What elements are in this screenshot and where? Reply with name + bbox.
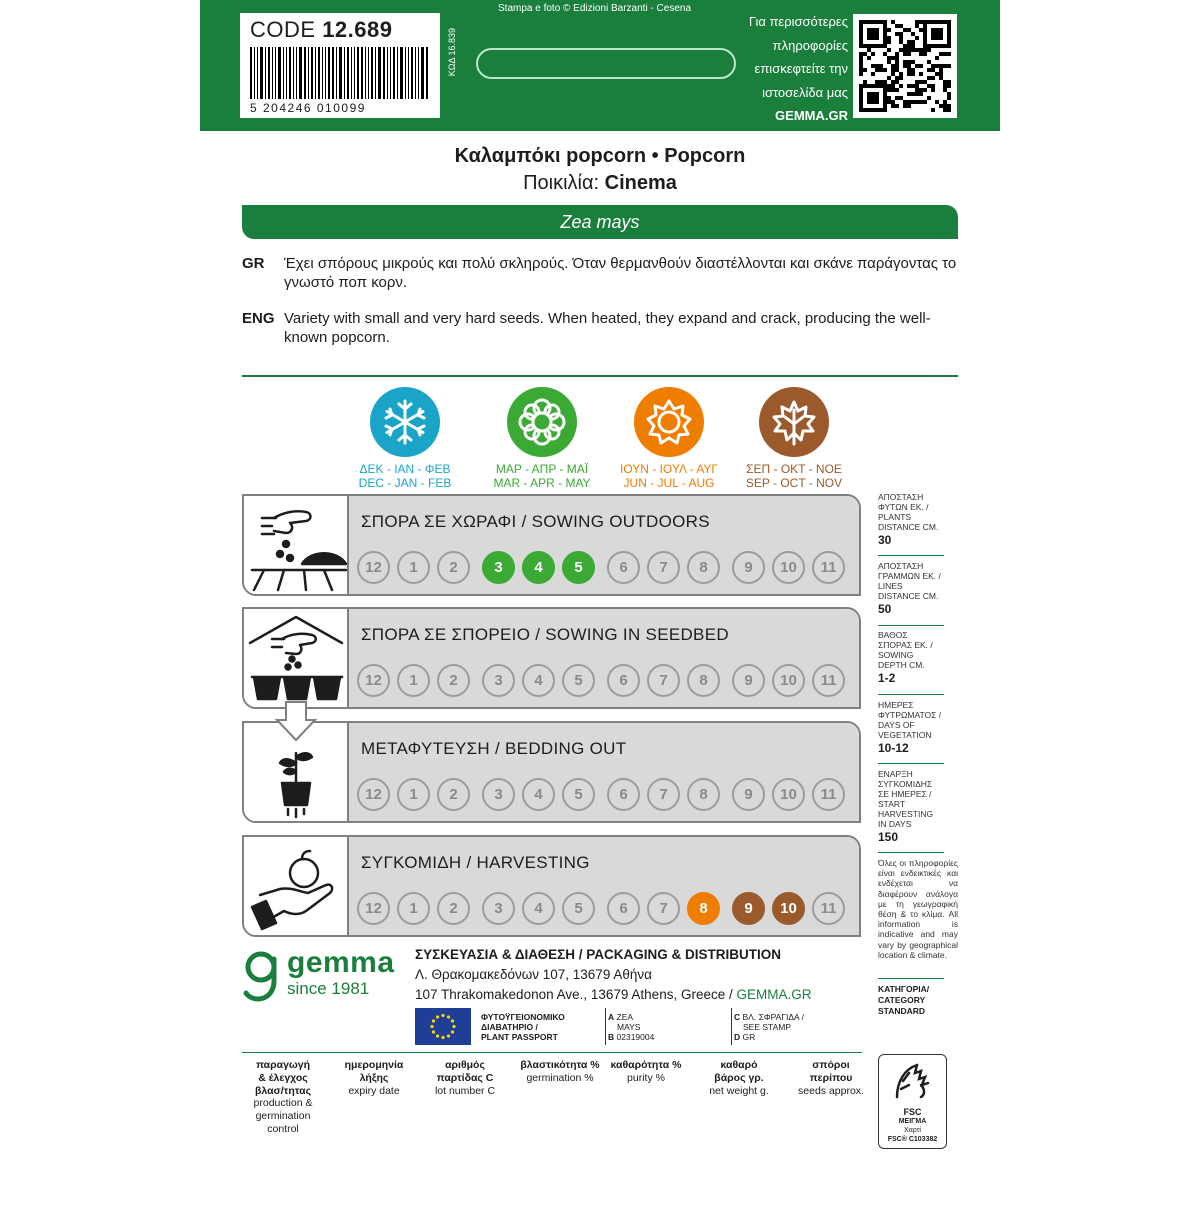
table-head: παρτίδας C — [436, 1071, 494, 1084]
description-gr — [242, 254, 958, 292]
season-winter — [339, 387, 471, 490]
month-circle: 6 — [607, 551, 640, 584]
season-gr: ΔΕΚ - ΙΑΝ - ΦΕΒ — [359, 462, 451, 476]
flower-icon — [507, 387, 577, 457]
month-circle: 11 — [812, 892, 845, 925]
spec-label: PLANTS — [878, 512, 912, 522]
month-circle: 12 — [357, 664, 390, 697]
month-circle: 4 — [522, 664, 555, 697]
month-circle: 12 — [357, 892, 390, 925]
spec-label: ΗΜΕΡΕΣ — [878, 700, 914, 710]
plant-passport — [415, 1008, 815, 1045]
spec-label: ΦΥΤΩΝ ΕΚ. / — [878, 502, 929, 512]
arrow-down-icon — [274, 700, 318, 744]
season-en: JUN - JUL - AUG — [623, 476, 715, 490]
passport-value: MAYS — [617, 1022, 641, 1032]
info-line: επισκεφτείτε την — [754, 61, 848, 76]
month-circle: 9 — [732, 664, 765, 697]
table-head: λήξης — [359, 1071, 389, 1084]
table-divider — [242, 1052, 862, 1053]
category — [878, 984, 958, 1017]
spec-days-vegetation — [878, 700, 948, 756]
spec-label: ΣΕ ΗΜΕΡΕΣ / — [878, 789, 932, 799]
spec-value: 150 — [878, 830, 899, 844]
spec-plant-distance — [878, 492, 948, 548]
season-gr: ΣΕΠ - ΟΚΤ - ΝΟΕ — [746, 462, 842, 476]
disclaimer: Όλες οι πληροφορίες είναι ενδεικτικές και ενδέχεται να διαφέρουν ανάλογα με τη γεωγραφική θέση & το κλίμα. All information is indicative and may vary by geographical location & climate. — [878, 858, 958, 960]
table-head: βάρος γρ. — [714, 1071, 764, 1084]
month-circle: 9 — [732, 778, 765, 811]
table-head: παραγωγή — [255, 1059, 311, 1071]
info-text — [730, 10, 848, 128]
spec-line-distance — [878, 561, 948, 617]
month-circle: 6 — [607, 892, 640, 925]
table-col-purity — [600, 1059, 692, 1085]
activity-row-sowing-seedbed — [242, 607, 861, 709]
season-en: MAR - APR - MAY — [493, 476, 591, 490]
month-circle: 8 — [687, 551, 720, 584]
eu-star — [430, 1025, 433, 1028]
table-sub: lot number C — [434, 1084, 496, 1097]
eu-star — [447, 1015, 450, 1018]
category-label-en: CATEGORY — [878, 995, 926, 1005]
row-title: ΜΕΤΑΦΥΤΕΥΣΗ / BEDDING OUT — [361, 739, 627, 758]
spec-label: DISTANCE CM. — [878, 522, 939, 532]
spec-start-harvesting — [878, 769, 948, 845]
season-autumn — [728, 387, 860, 490]
lang-label-en: ENG — [242, 310, 275, 327]
season-gr: ΜΑΡ - ΑΠΡ - ΜΑΪ — [495, 462, 589, 476]
table-sub: net weight g. — [709, 1084, 769, 1097]
lang-label-gr: GR — [242, 255, 265, 272]
spec-label: ΑΠΟΣΤΑΣΗ — [878, 561, 924, 571]
table-head: & έλεγχος — [258, 1071, 308, 1084]
row-body — [349, 496, 859, 594]
season-en: SEP - OCT - NOV — [745, 476, 843, 490]
description-text-en: Variety with small and very hard seeds. When heated, they expand and crack, producing the well-known popcorn. — [284, 310, 931, 346]
spec-label: ΦΥΤΡΩΜΑΤΟΣ / — [878, 710, 942, 720]
spec-label: START — [878, 799, 906, 809]
info-line: ιστοσελίδα μας — [762, 84, 848, 100]
company-site-link[interactable]: GEMMA.GR — [736, 987, 812, 1002]
table-col-weight — [700, 1059, 778, 1097]
table-sub: germination — [255, 1110, 311, 1123]
eu-star — [432, 1019, 435, 1022]
month-track — [357, 778, 852, 811]
passport-key: D — [734, 1032, 741, 1042]
header-band — [200, 0, 1000, 131]
variety-title — [0, 172, 1200, 195]
passport-key: A — [608, 1012, 615, 1022]
month-circle: 7 — [647, 778, 680, 811]
code-number: 12.689 — [322, 17, 393, 42]
month-circle: 11 — [812, 551, 845, 584]
spec-label: IN DAYS — [878, 819, 912, 829]
spec-sowing-depth — [878, 630, 948, 686]
eu-flag-icon — [415, 1008, 471, 1045]
month-circle: 8 — [687, 778, 720, 811]
passport-separator — [605, 1008, 606, 1045]
eu-star — [441, 1036, 444, 1039]
eu-star — [436, 1015, 439, 1018]
month-circle: 11 — [812, 778, 845, 811]
spec-divider — [878, 555, 944, 556]
description-text-gr: Έχει σπόρους μικρούς και πολύ σκληρούς. Όταν θερμανθούν διαστέλλονται και σκάνε παράγοντας το γνωστό ποπ κορν. — [284, 255, 957, 291]
variety-label: Ποικιλία: — [523, 172, 600, 194]
snowflake-icon — [370, 387, 440, 457]
month-circle: 4 — [522, 551, 555, 584]
spec-label: HARVESTING — [878, 809, 934, 819]
table-head: καθαρότητα % — [610, 1059, 682, 1071]
spec-label: VEGETATION — [878, 730, 932, 740]
kod-number: ΚΩΔ 16.839 — [447, 28, 457, 77]
passport-value: 02319004 — [616, 1032, 655, 1042]
table-col-production — [244, 1059, 322, 1136]
table-head: ημερομηνία — [344, 1059, 404, 1071]
spec-label: ΣΠΟΡΑΣ ΕΚ. / — [878, 640, 933, 650]
passport-title-line: PLANT PASSPORT — [481, 1032, 558, 1042]
month-circle: 10 — [772, 892, 805, 925]
fsc-line: ΜΕΙΓΜΑ — [898, 1118, 927, 1125]
table-head: περίπου — [809, 1071, 853, 1084]
month-circle: 5 — [562, 892, 595, 925]
month-circle: 6 — [607, 664, 640, 697]
table-col-seeds — [792, 1059, 870, 1097]
sowing-outdoors-icon — [244, 496, 349, 594]
print-credit: Stampa e foto © Edizioni Barzanti - Cesena — [498, 3, 692, 14]
hang-hole — [476, 48, 736, 79]
row-body — [349, 723, 859, 821]
spec-label: DEPTH CM. — [878, 660, 925, 670]
gemma-logo — [241, 947, 406, 1003]
latin-name-bar: Zea mays — [242, 205, 958, 239]
divider — [242, 375, 958, 377]
month-circle: 10 — [772, 778, 805, 811]
table-col-expiry — [335, 1059, 413, 1097]
season-gr: ΙΟΥΝ - ΙΟΥΛ - ΑΥΓ — [619, 462, 719, 476]
spec-value: 30 — [878, 533, 892, 547]
month-circle: 2 — [437, 778, 470, 811]
spec-label: LINES — [878, 581, 903, 591]
code-prefix: CODE — [250, 17, 316, 42]
passport-col-cd — [734, 1012, 804, 1042]
fsc-line: Χαρτί — [904, 1127, 921, 1134]
spec-value: 50 — [878, 602, 892, 616]
passport-col-ab — [608, 1012, 654, 1042]
category-label-gr: ΚΑΤΗΓΟΡΙΑ/ — [878, 984, 930, 994]
passport-value: ΒΛ. ΣΦΡΑΓΙΔΑ / — [742, 1012, 804, 1022]
month-circle: 7 — [647, 892, 680, 925]
passport-separator — [731, 1008, 732, 1045]
title-separator: • — [646, 145, 665, 167]
month-circle: 7 — [647, 664, 680, 697]
description-en — [242, 309, 958, 347]
month-circle: 2 — [437, 892, 470, 925]
row-title: ΣΥΓΚΟΜΙΔΗ / HARVESTING — [361, 853, 590, 872]
passport-value: ZEA — [616, 1012, 634, 1022]
month-track — [357, 551, 852, 584]
eu-star — [451, 1019, 454, 1022]
passport-title-line: ΦΥΤΟΫΓΕΙΟΝΟΜΙΚΟ — [481, 1012, 565, 1022]
logo-since: since 1981 — [287, 979, 370, 998]
leaf-icon — [759, 387, 829, 457]
spec-label: DISTANCE CM. — [878, 591, 939, 601]
barcode — [250, 47, 430, 99]
row-title: ΣΠΟΡΑ ΣΕ ΣΠΟΡΕΙΟ / SOWING IN SEEDBED — [361, 625, 729, 644]
table-head: αριθμός — [445, 1059, 485, 1071]
spec-label: ΣΥΓΚΟΜΙΔΗΣ — [878, 779, 933, 789]
month-circle: 5 — [562, 551, 595, 584]
gemma-g-icon — [241, 949, 281, 1003]
month-circle: 11 — [812, 664, 845, 697]
harvesting-icon — [244, 837, 349, 935]
month-circle: 2 — [437, 664, 470, 697]
activity-row-harvesting — [242, 835, 861, 937]
logo-word: gemma — [287, 946, 395, 979]
spec-label: ΕΝΑΡΞΗ — [878, 769, 913, 779]
passport-key: C — [734, 1012, 741, 1022]
month-circle: 10 — [772, 551, 805, 584]
month-circle: 10 — [772, 664, 805, 697]
month-circle: 3 — [482, 778, 515, 811]
address-en-text: 107 Thrakomakedonon Ave., 13679 Athens, Greece / — [415, 987, 733, 1002]
company-heading: ΣΥΣΚΕΥΑΣΙΑ & ΔΙΑΘΕΣΗ / PACKAGING & DISTRIBUTION — [415, 947, 782, 962]
table-sub: production & — [253, 1097, 313, 1110]
table-sub: expiry date — [348, 1084, 400, 1097]
info-line: πληροφορίες — [772, 37, 848, 53]
month-circle: 8 — [687, 664, 720, 697]
month-track — [357, 892, 852, 925]
eu-star — [441, 1014, 444, 1017]
table-sub: control — [267, 1122, 299, 1135]
season-spring — [476, 387, 608, 490]
spec-label: ΓΡΑΜΜΩΝ ΕΚ. / — [878, 571, 941, 581]
month-circle: 1 — [397, 551, 430, 584]
company-address-en — [415, 985, 812, 1005]
month-circle: 4 — [522, 778, 555, 811]
eu-star — [452, 1025, 455, 1028]
barcode-number: 5 204246 010099 — [250, 101, 366, 115]
fsc-code: FSC® C103382 — [887, 1136, 938, 1143]
month-circle: 7 — [647, 551, 680, 584]
product-code — [250, 17, 430, 43]
category-value: STANDARD — [878, 1006, 926, 1016]
month-circle: 2 — [437, 551, 470, 584]
eu-star — [432, 1030, 435, 1033]
month-circle: 1 — [397, 778, 430, 811]
month-circle: 4 — [522, 892, 555, 925]
spec-label: DAYS OF — [878, 720, 915, 730]
variety-name: Cinema — [604, 172, 677, 194]
spec-divider — [878, 763, 944, 764]
spec-value: 1-2 — [878, 671, 896, 685]
product-title — [0, 145, 1200, 168]
company-info — [415, 945, 812, 1005]
month-track — [357, 664, 852, 697]
spec-label: ΒΑΘΟΣ — [878, 630, 908, 640]
month-circle: 3 — [482, 892, 515, 925]
spec-divider — [878, 625, 944, 626]
eu-star — [447, 1034, 450, 1037]
company-address-gr: Λ. Θρακομακεδόνων 107, 13679 Αθήνα — [415, 967, 652, 982]
table-col-lot — [426, 1059, 504, 1097]
passport-key: B — [608, 1032, 615, 1042]
row-body — [349, 837, 859, 935]
spec-divider — [878, 694, 944, 695]
passport-value: GR — [742, 1032, 756, 1042]
month-circle: 6 — [607, 778, 640, 811]
info-site-link[interactable]: GEMMA.GR — [775, 108, 848, 123]
table-sub: seeds approx. — [798, 1084, 864, 1097]
table-sub: purity % — [627, 1071, 665, 1084]
name-gr: Καλαμπόκι popcorn — [454, 145, 647, 167]
month-circle: 1 — [397, 664, 430, 697]
activity-row-bedding-out — [242, 721, 861, 823]
spec-value: 10-12 — [878, 741, 909, 755]
table-sub: germination % — [526, 1071, 594, 1084]
name-en: Popcorn — [664, 145, 746, 167]
month-circle: 1 — [397, 892, 430, 925]
fsc-tree-icon — [891, 1059, 935, 1101]
passport-value: SEE STAMP — [743, 1022, 792, 1032]
month-circle: 3 — [482, 664, 515, 697]
sun-icon — [634, 387, 704, 457]
month-circle: 5 — [562, 778, 595, 811]
table-head: βλασ/τητας — [254, 1084, 312, 1097]
season-summer — [603, 387, 735, 490]
month-circle: 9 — [732, 551, 765, 584]
activity-row-sowing-outdoors — [242, 494, 861, 596]
eu-star — [451, 1030, 454, 1033]
fsc-label: FSC — [903, 1107, 922, 1117]
month-circle: 12 — [357, 778, 390, 811]
season-en: DEC - JAN - FEB — [358, 476, 452, 490]
table-head: σπόροι — [812, 1059, 850, 1071]
row-body — [349, 609, 859, 707]
month-circle: 3 — [482, 551, 515, 584]
qr-code[interactable] — [853, 14, 957, 118]
month-circle: 8 — [687, 892, 720, 925]
info-line: Για περισσότερες — [748, 14, 848, 29]
sowing-seedbed-icon — [244, 609, 349, 707]
passport-title-line: ΔΙΑΒΑΤΗΡΙΟ / — [481, 1022, 538, 1032]
fsc-badge — [878, 1054, 947, 1149]
code-box — [240, 13, 440, 118]
eu-star — [436, 1034, 439, 1037]
table-col-germination — [512, 1059, 608, 1085]
month-circle: 9 — [732, 892, 765, 925]
spec-label: SOWING — [878, 650, 914, 660]
row-title: ΣΠΟΡΑ ΣΕ ΧΩΡΑΦΙ / SOWING OUTDOORS — [361, 512, 710, 531]
table-head: καθαρό — [720, 1059, 758, 1071]
table-head: βλαστικότητα % — [520, 1059, 600, 1071]
spec-label: ΑΠΟΣΤΑΣΗ — [878, 492, 924, 502]
month-circle: 5 — [562, 664, 595, 697]
spec-divider — [878, 978, 944, 979]
spec-divider — [878, 852, 944, 853]
passport-title — [481, 1012, 565, 1042]
month-circle: 12 — [357, 551, 390, 584]
